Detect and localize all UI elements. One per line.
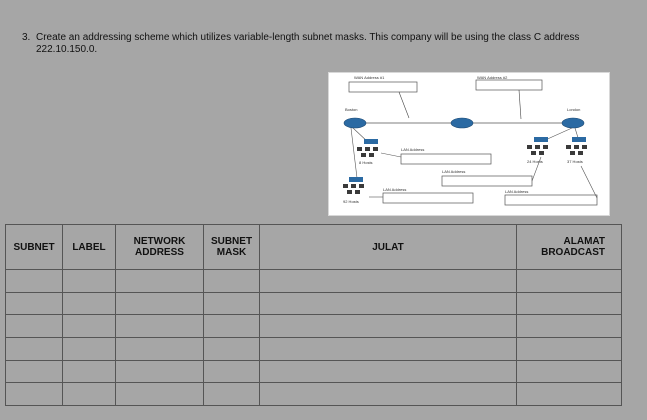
boston-lan-link-2 — [351, 128, 357, 178]
header-subnet-mask: SUBNET MASK — [204, 225, 260, 270]
lan-1-pointer — [381, 153, 401, 157]
wan2-box — [476, 80, 542, 90]
lan-4-label: LAN Address — [505, 189, 529, 194]
table-cell[interactable] — [116, 360, 204, 383]
question-line-2: 222.10.150.0. — [36, 44, 98, 55]
table-cell[interactable] — [204, 292, 260, 315]
router-middle-icon — [451, 118, 473, 128]
lan-4-pointer — [581, 166, 597, 198]
table-row — [6, 270, 622, 293]
lan-1-label: LAN Address — [401, 147, 425, 152]
table-cell[interactable] — [517, 383, 622, 406]
router-boston-label: Boston — [345, 107, 358, 112]
header-network-address: NETWORK ADDRESS — [116, 225, 204, 270]
header-julat: JULAT — [260, 225, 517, 270]
table-row — [6, 292, 622, 315]
table-cell[interactable] — [6, 337, 63, 360]
host-cluster-d — [343, 184, 364, 194]
table-row — [6, 337, 622, 360]
host-cluster-a — [357, 147, 378, 157]
table-cell[interactable] — [116, 270, 204, 293]
network-diagram — [328, 72, 610, 216]
question-text — [22, 32, 622, 56]
table-cell[interactable] — [6, 383, 63, 406]
switch-d-icon — [349, 177, 363, 182]
table-row — [6, 360, 622, 383]
subnet-table-wrapper — [5, 224, 621, 406]
table-cell[interactable] — [517, 270, 622, 293]
host-cluster-b — [527, 145, 548, 155]
lan-4-box — [505, 195, 597, 205]
table-cell[interactable] — [517, 360, 622, 383]
table-cell[interactable] — [116, 383, 204, 406]
hosts-a-label: 8 Hosts — [359, 160, 373, 165]
table-cell[interactable] — [260, 360, 517, 383]
header-label: LABEL — [63, 225, 116, 270]
subnet-table — [5, 224, 622, 406]
question-body: Create an addressing scheme which utilizes variable-length subnet masks. This company will be using the class C address — [36, 32, 580, 43]
wan1-pointer — [399, 92, 409, 118]
table-cell[interactable] — [517, 315, 622, 338]
table-row — [6, 315, 622, 338]
table-cell[interactable] — [116, 315, 204, 338]
table-row — [6, 383, 622, 406]
switch-b-icon — [534, 137, 548, 142]
lan-3-label: LAN Address — [383, 187, 407, 192]
router-boston-icon — [344, 118, 366, 128]
table-cell[interactable] — [260, 337, 517, 360]
network-diagram-svg — [329, 73, 609, 215]
lan-2-label: LAN Address — [442, 169, 466, 174]
table-cell[interactable] — [204, 337, 260, 360]
table-cell[interactable] — [63, 315, 116, 338]
table-cell[interactable] — [63, 337, 116, 360]
table-cell[interactable] — [63, 270, 116, 293]
hosts-c-label: 37 Hosts — [567, 159, 583, 164]
table-cell[interactable] — [6, 360, 63, 383]
table-cell[interactable] — [6, 315, 63, 338]
wan2-pointer — [519, 90, 521, 119]
table-cell[interactable] — [116, 292, 204, 315]
lan-2-box — [442, 176, 532, 186]
wan1-label: WAN Address #1 — [354, 75, 385, 80]
table-cell[interactable] — [204, 270, 260, 293]
table-cell[interactable] — [204, 360, 260, 383]
table-cell[interactable] — [260, 292, 517, 315]
table-cell[interactable] — [517, 292, 622, 315]
table-cell[interactable] — [63, 292, 116, 315]
switch-a-icon — [364, 139, 378, 144]
table-cell[interactable] — [260, 315, 517, 338]
hosts-b-label: 24 Hosts — [527, 159, 543, 164]
router-london-label: London — [567, 107, 581, 112]
question-number: 3. — [22, 32, 31, 43]
header-alamat-broadcast: ALAMAT BROADCAST — [517, 225, 622, 270]
table-cell[interactable] — [116, 337, 204, 360]
wan2-label: WAN Address #2 — [477, 75, 508, 80]
table-cell[interactable] — [204, 383, 260, 406]
lan-1-box — [401, 154, 491, 164]
table-cell[interactable] — [204, 315, 260, 338]
table-cell[interactable] — [63, 360, 116, 383]
table-body — [6, 270, 622, 406]
lan-3-box — [383, 193, 473, 203]
wan1-box — [349, 82, 417, 92]
host-cluster-c — [566, 145, 587, 155]
table-cell[interactable] — [63, 383, 116, 406]
header-subnet: SUBNET — [6, 225, 63, 270]
router-london-icon — [562, 118, 584, 128]
table-cell[interactable] — [517, 337, 622, 360]
question-line-1 — [22, 32, 622, 44]
table-cell[interactable] — [6, 270, 63, 293]
hosts-d-label: 92 Hosts — [343, 199, 359, 204]
table-cell[interactable] — [260, 270, 517, 293]
table-header-row — [6, 225, 622, 270]
switch-c-icon — [572, 137, 586, 142]
table-cell[interactable] — [260, 383, 517, 406]
table-cell[interactable] — [6, 292, 63, 315]
